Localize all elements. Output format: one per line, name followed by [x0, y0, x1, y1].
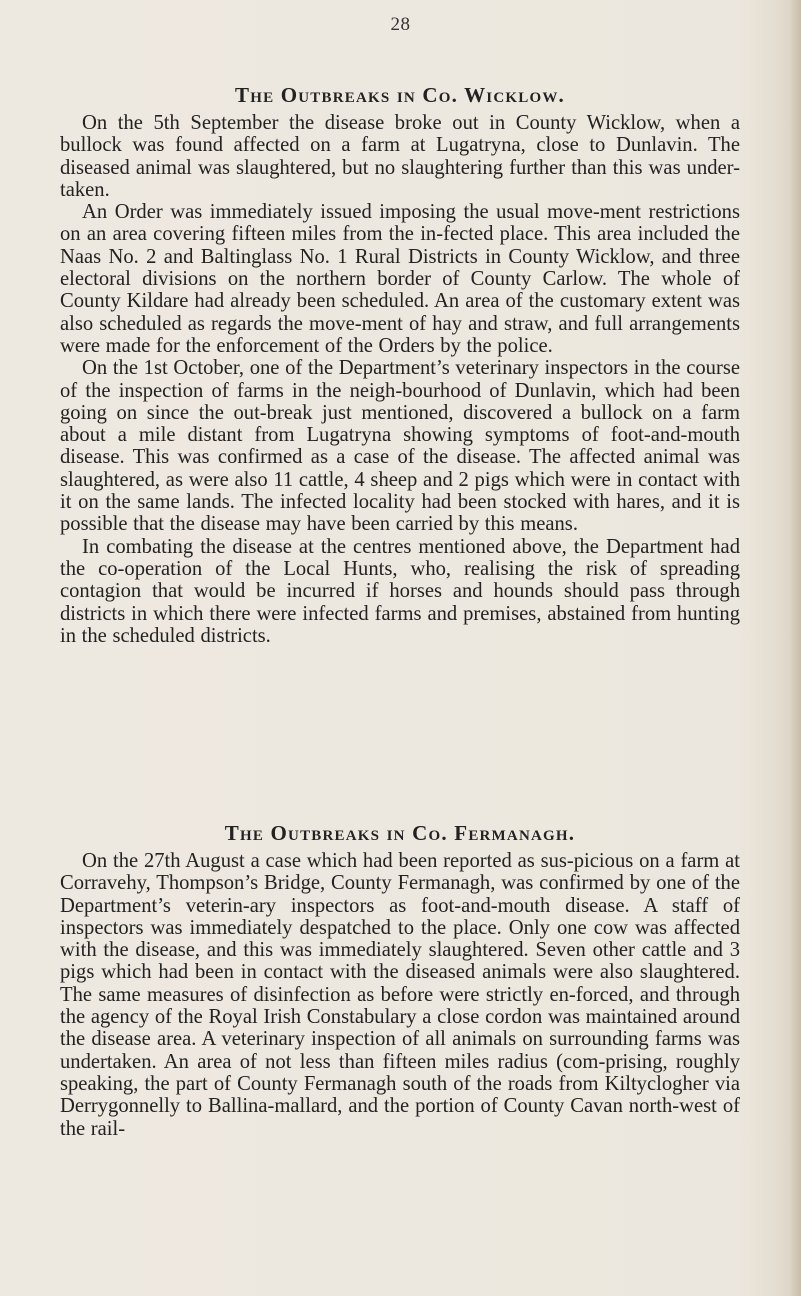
section-wicklow [60, 82, 740, 647]
page-edge-shadow [789, 0, 801, 1296]
section-title: The Outbreaks in Co. Wicklow. [235, 83, 565, 107]
paragraph: On the 5th September the disease broke out in County Wicklow, when a bullock was found affected on a farm at Lugatryna, close to Dunlavin. The diseased animal was slaughtered, but no slaughtering further than this was under-taken. [60, 112, 740, 201]
section-title: The Outbreaks in Co. Fermanagh. [224, 821, 576, 845]
paragraph: An Order was immediately issued imposing the usual move-ment restrictions on an area covering fifteen miles from the in-fected place. This area included the Naas No. 2 and Baltinglass No. 1 Rural Districts in County Wicklow, and three electoral divisions on the northern border of County Carlow. The whole of County Kildare had already been scheduled. An area of the customary extent was also scheduled as regards the move-ment of hay and straw, and full arrangements were made for the enforcement of the Orders by the police. [60, 201, 740, 357]
paragraph: In combating the disease at the centres mentioned above, the Department had the co-operation of the Local Hunts, who, realising the risk of spreading contagion that would be incurred if horses and hounds should pass through districts in which there were infected farms and premises, abstained from hunting in the scheduled districts. [60, 535, 740, 647]
page-number: 28 [390, 14, 411, 35]
section-fermanagh [60, 820, 740, 1140]
paragraph: On the 27th August a case which had been reported as sus-picious on a farm at Corravehy, Thompson’s Bridge, County Fermanagh, was confirmed by one of the Department’s veterin-ary inspectors as foot-and-mouth disease. A staff of inspectors was immediately despatched to the place. Only one cow was affected with the disease, and this was immediately slaughtered. Seven other cattle and 3 pigs which had been in contact with the diseased animals were also slaughtered. The same measures of disinfection as before were strictly en-forced, and through the agency of the Royal Irish Constabulary a close cordon was maintained around the disease area. A veterinary inspection of all animals on surrounding farms was undertaken. An area of not less than fifteen miles radius (com-prising, roughly speaking, the part of County Fermanagh south of the roads from Kiltyclogher via Derrygonnelly to Ballina-mallard, and the portion of County Cavan north-west of the rail- [60, 850, 740, 1140]
paragraph: On the 1st October, one of the Department’s veterinary inspectors in the course of the inspection of farms in the neigh-bourhood of Dunlavin, which had been going on since the out-break just mentioned, discovered a bullock on a farm about a mile distant from Lugatryna showing symptoms of foot-and-mouth disease. This was confirmed as a case of the disease. The affected animal was slaughtered, as were also 11 cattle, 4 sheep and 2 pigs which were in contact with it on the same lands. The infected locality had been stocked with hares, and it is possible that the disease may have been carried by this means. [60, 357, 740, 536]
